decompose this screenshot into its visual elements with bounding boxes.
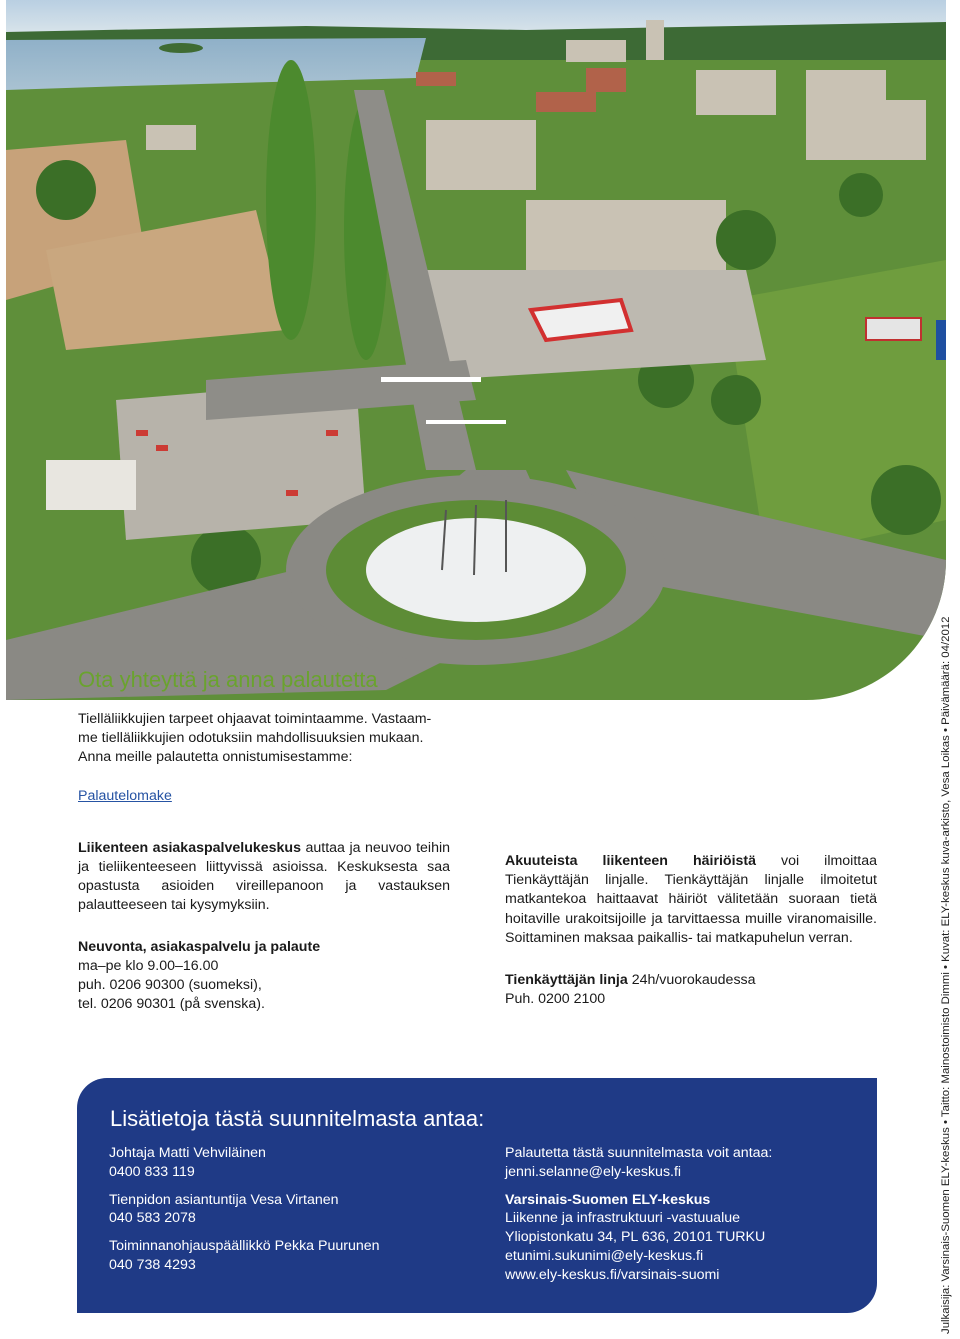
contact-phone: 040 583 2078 — [109, 1210, 196, 1227]
contact-name: Toiminnanohjauspäällikkö Pekka Puurunen — [109, 1238, 380, 1255]
feedback-and-org — [505, 1144, 772, 1285]
intro-line-3: Anna meille palautetta onnistumisestamme: — [78, 749, 353, 766]
traffic-line — [505, 971, 877, 990]
disruption-paragraph — [505, 852, 877, 948]
contact-name: Tienpidon asiantuntija Vesa Virtanen — [109, 1191, 339, 1208]
traffic-line-name: Tienkäyttäjän linja — [505, 972, 628, 989]
service-center-paragraph — [78, 839, 450, 916]
info-panel-title: Lisätietoja tästä suunnitelmasta antaa: — [110, 1106, 485, 1131]
contact-heading: Ota yhteyttä ja anna palautetta — [78, 667, 378, 692]
contact-phone: 040 738 4293 — [109, 1256, 196, 1273]
feedback-form-link[interactable]: Palautelomake — [78, 787, 172, 804]
org-name: Varsinais-Suomen ELY-keskus — [505, 1191, 711, 1208]
service-center-text: auttaa ja neuvoo teihin ja tieliikenteeseen liittyvissä asioissa. Keskuksesta saa opastusta asioiden vireillepanoon ja vastauksen palautteeseen tai kysymyksiin. — [78, 839, 451, 914]
phone-swedish: tel. 0206 90301 (på svenska). — [78, 996, 265, 1013]
feedback-email[interactable]: jenni.selanne@ely-keskus.fi — [505, 1163, 682, 1180]
info-panel — [77, 1078, 877, 1313]
intro-line-2: me tielläliikkujien odotuksiin mahdollisuuksien mukaan. — [78, 730, 424, 747]
contact-column — [78, 710, 450, 1014]
disruption-lead: Akuuteista liikenteen häiriöistä — [505, 853, 757, 869]
service-center-name: Liikenteen asiakaspalvelukeskus — [78, 839, 301, 856]
disruption-text: voi ilmoittaa Tienkäyttäjän linjalle. Tienkäyttäjän linjalle ilmoitetut matkantekoa haittaavat häiriöt välitetään suoraan tietä hoitaville urakoitsijoille ja tarvittaessa muille viranomaisille. Soittaminen maksaa paikallis- tai matkapuhelun verran. — [505, 853, 877, 946]
phone-finnish: puh. 0206 90300 (suomeksi), — [78, 977, 262, 994]
service-title: Neuvonta, asiakaspalvelu ja palaute — [78, 938, 321, 955]
service-hours: ma–pe klo 9.00–16.00 — [78, 957, 219, 974]
org-website[interactable]: www.ely-keskus.fi/varsinais-suomi — [505, 1266, 720, 1283]
intro-line-1: Tielläliikkujien tarpeet ohjaavat toimintaamme. Vastaam- — [78, 711, 432, 727]
contact-persons — [109, 1144, 380, 1275]
contact-phone: 0400 833 119 — [109, 1163, 195, 1180]
traffic-line-phone: Puh. 0200 2100 — [505, 991, 606, 1008]
feedback-label: Palautetta tästä suunnitelmasta voit antaa: — [505, 1145, 773, 1161]
publisher-credit: Julkaisija: Varsinais-Suomen ELY-keskus • Taitto: Mainostoimisto Dimmi • Kuvat: ELY-keskus kuva-arkisto, Vesa Loikas • Päivämäärä: 04/2012 — [940, 616, 952, 1334]
org-unit: Liikenne ja infrastruktuuri -vastuualue — [505, 1210, 741, 1227]
disruption-column — [505, 852, 877, 1009]
org-email[interactable]: etunimi.sukunimi@ely-keskus.fi — [505, 1247, 704, 1264]
contact-name: Johtaja Matti Vehviläinen — [109, 1145, 266, 1161]
aerial-roundabout-photo — [6, 0, 946, 700]
org-address: Yliopistonkatu 34, PL 636, 20101 TURKU — [505, 1229, 766, 1246]
traffic-line-hours: 24h/vuorokaudessa — [627, 972, 756, 989]
